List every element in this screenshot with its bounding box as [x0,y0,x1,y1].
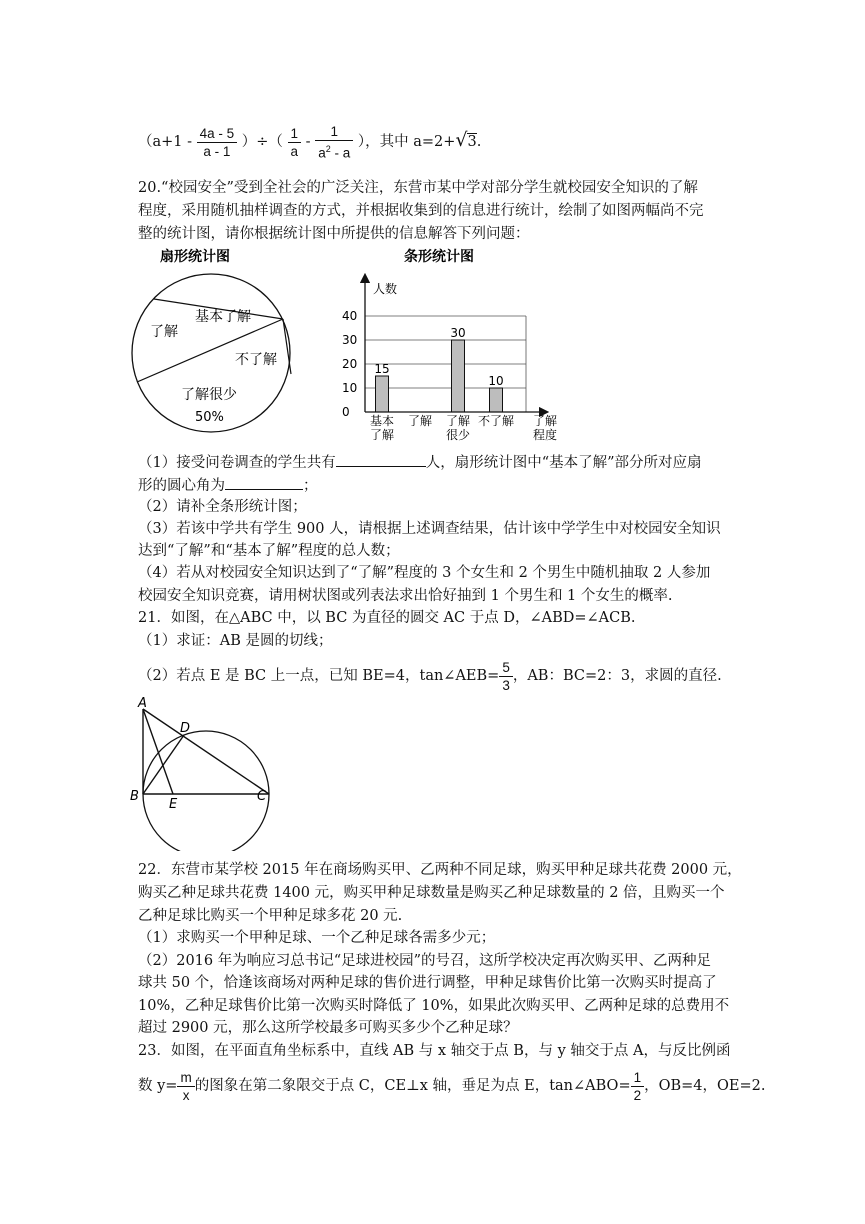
figure-circle [143,731,269,851]
q22-line-1: 22．东营市某学校 2015 年在商场购买甲、乙两种不同足球，购买甲种足球共花费 2000 元， [138,862,742,878]
q19-fraction-2 [288,125,302,160]
q19-close: ），其中 a=2+ [357,134,456,150]
q22-part-2b: 球共 50 个，恰逢该商场对两种足球的售价进行调整，甲种足球售价比第一次购买时提高了 [138,975,717,991]
q22-line-3: 乙种足球比购买一个甲种足球多花 20 元. [138,908,403,924]
bar-chart [330,244,565,449]
pie-label-basic: 基本了解 [195,309,251,325]
x-category-label: 不了解 [477,414,515,428]
q20-part-3b: 达到“了解”和“基本了解”程度的总人数； [138,543,400,559]
q19-fraction-2-den: a [290,143,299,159]
q20-part-4a: （4）若从对校园安全知识达到了“了解”程度的 3 个女生和 2 个男生中随机抽取 2 人参加 [138,565,711,581]
segment-BD [143,735,184,794]
q19-end: . [476,134,482,150]
q19-fraction-2-num: 1 [288,125,302,143]
bar-value-label: 10 [488,374,504,388]
q19-expression [138,118,481,164]
q22-part-2a: （2）2016 年为响应习总书记“足球进校园”的号召，这所学校决定再次购买甲、乙两种足 [138,953,712,969]
bar-marks [374,326,503,412]
pie-chart [128,244,318,444]
q20-p1d: ； [303,478,318,494]
bar-y-ticks [342,309,357,419]
q20-part-1 [138,452,702,473]
q20-p1a: （1）接受问卷调查的学生共有 [138,455,336,471]
q21-p2a: （2）若点 E 是 BC 上一点，已知 BE=4，tan∠AEB= [138,668,500,684]
bar [376,376,389,412]
q23-func-den: x [182,1087,190,1103]
y-tick-label: 10 [342,381,358,395]
q19-fraction-3 [315,123,353,162]
q19-fraction-1-den: a - 1 [203,143,231,159]
q23-l2a: 数 y= [138,1078,178,1094]
q19-f3-sup: 2 [325,143,331,154]
y-tick-label: 30 [342,333,358,347]
bar-xlabel-1: 了解 [533,414,558,428]
q19-fraction-1 [197,125,238,160]
q23-func-num: m [177,1069,194,1087]
q19-fraction-3-num: 1 [315,123,353,141]
q23-l2b: 的图象在第二象限交于点 C，CE⊥x 轴，垂足为点 E，tan∠ABO= [194,1078,631,1094]
q21-part-2 [138,654,722,698]
q20-line-2: 程度，采用随机抽样调查的方式，并根据收集到的信息进行统计，绘制了如图两幅尚不完 [138,203,704,219]
pie-percent: 50% [195,410,224,425]
point-D: D [180,721,191,736]
pie-label-not-understand: 不了解 [235,352,277,368]
q19-open: （a+1 - [138,134,193,150]
point-B: B [130,789,139,804]
q21-line-1: 21．如图，在△ABC 中，以 BC 为直径的圆交 AC 于点 D，∠ABD=∠ACB. [138,610,636,626]
pie-label-little: 了解很少 [181,387,237,403]
y-tick-label: 0 [342,405,350,419]
q20-p1b: 人，扇形统计图中“基本了解”部分所对应扇 [425,455,702,471]
q19-divide: ）÷（ [241,134,283,150]
q20-part-2: （2）请补全条形统计图； [138,499,307,515]
q21-part-1: （1）求证：AB 是圆的切线； [138,633,333,649]
q23-tan-num: 1 [631,1069,645,1087]
q21-tan-fraction [499,659,513,694]
q22-part-2d: 超过 2900 元，那么这所学校最多可购买多少个乙种足球？ [138,1020,518,1036]
point-E: E [169,797,178,812]
q20-part-3a: （3）若该中学共有学生 900 人，请根据上述调查结果，估计该中学学生中对校园安全知识 [138,521,721,537]
q23-line-1: 23．如图，在平面直角坐标系中，直线 AB 与 x 轴交于点 B，与 y 轴交于点 A，与反比例函 [138,1043,731,1059]
q22-part-1: （1）求购买一个甲种足球、一个乙种足球各需多少元； [138,930,496,946]
sqrt-sign: √ [455,129,468,151]
bar [490,388,503,412]
bar [452,340,465,412]
bar-value-label: 30 [450,326,466,340]
q20-part-1-cont [138,475,318,496]
q19-fraction-3-den [315,141,353,162]
segment-AE [143,709,173,794]
answer-blank-1[interactable] [336,452,426,467]
bar-title: 条形统计图 [404,249,474,265]
q23-line-2 [138,1064,765,1108]
q19-fraction-1-num: 4a - 5 [197,125,238,143]
bar-categories [370,413,514,442]
q22-part-2c: 10%，乙种足球售价比第一次购买时降低了 10%，如果此次购买甲、乙两种足球的总费用不 [138,998,730,1014]
bar-ylabel: 人数 [373,282,398,296]
q19-sqrt-value: 3 [467,134,477,150]
point-C: C [257,789,267,804]
q23-tan-fraction [631,1069,645,1104]
q22-line-2: 购买乙种足球共花费 1400 元，购买甲种足球数量是购买乙种足球数量的 2 倍，且购买一个 [138,885,725,901]
q19-minus: - [305,134,311,150]
q21-tan-num: 5 [499,659,513,677]
q23-l2c: ，OB=4，OE=2. [644,1078,766,1094]
circle-figure [126,696,276,851]
answer-blank-2[interactable] [225,475,303,490]
q21-tan-den: 3 [502,677,510,693]
q23-func-fraction [177,1069,194,1104]
point-A: A [138,696,147,711]
y-tick-label: 40 [342,309,358,323]
q19-f3-tail: - a [330,145,351,161]
q21-p2b: ，AB：BC=2：3，求圆的直径. [512,668,722,684]
pie-label-understand: 了解 [150,324,178,340]
q23-tan-den: 2 [633,1087,642,1103]
x-category-label-line2: 了解 [369,428,395,442]
q19-f3-base: a [318,145,326,161]
x-category-label: 了解 [407,414,433,428]
pie-title: 扇形统计图 [160,249,230,265]
x-category-label: 了解 [445,414,471,428]
q20-line-1: 20.“校园安全”受到全社会的广泛关注，东营市某中学对部分学生就校园安全知识的了解 [138,180,698,196]
bar-value-label: 15 [374,362,390,376]
segment-AC [143,709,269,794]
q20-part-4b: 校园安全知识竞赛，请用树状图或列表法求出恰好抽到 1 个男生和 1 个女生的概率. [138,588,673,604]
y-tick-label: 20 [342,357,358,371]
x-category-label-line2: 很少 [445,428,471,442]
q20-p1c: 形的圆心角为 [138,478,225,494]
bar-xlabel-2: 程度 [533,428,558,442]
x-category-label: 基本 [369,414,395,428]
q20-line-3: 整的统计图，请你根据统计图中所提供的信息解答下列问题： [138,226,530,242]
